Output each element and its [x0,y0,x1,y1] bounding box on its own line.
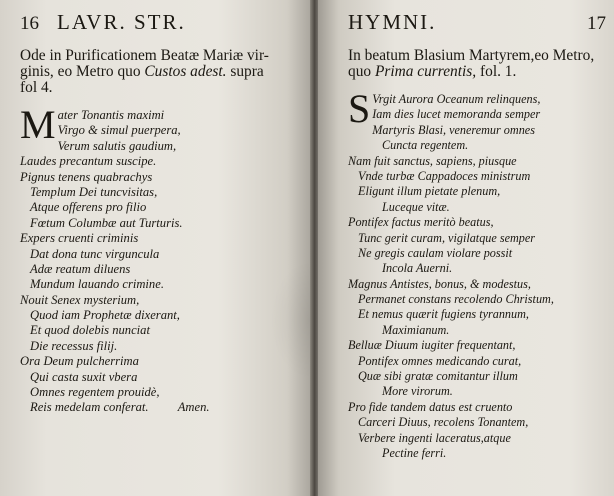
poem-line: Et quod dolebis nunciat [30,323,150,338]
poem-line: Magnus Antistes, bonus, & modestus, [348,276,531,291]
left-poem [20,102,298,416]
poem-line: Pignus tenens quabrachys [20,169,153,184]
poem-line: Luceque vitæ. [382,199,450,214]
right-heading-meter: Prima currentis, [374,63,477,80]
poem-line: ater Tonantis maximi [57,108,165,122]
right-heading-line-1: In beatum Blasium Martyrem,eo Metro, [348,47,595,64]
poem-line: More virorum. [382,384,453,399]
poem-line: Cuncta regentem. [382,138,469,153]
poem-line: Qui casta suxit vbera [30,369,138,384]
poem-line: Et nemus quærit fugiens tyrannum, [358,307,529,322]
right-poem [348,86,606,461]
poem-line: Ora Deum pulcherrima [20,354,139,369]
poem-line: Verbere ingenti laceratus,atque [358,430,511,445]
poem-line: Nam fuit sanctus, sapiens, piusque [348,153,517,168]
poem-line: Permanet constans recolendo Christum, [358,292,554,307]
poem-line: Pro fide tandem datus est cruento [348,399,513,414]
poem-line: Pontifex factus meritò beatus, [348,215,494,230]
poem-line: Dat dona tunc virguncula [30,246,160,261]
poem-line: Eligunt illum pietate plenum, [358,184,501,199]
poem-line: Iam dies lucet memoranda semper [372,107,541,122]
poem-line: Ne gregis caulam violare possit [358,245,513,260]
poem-line: Die recessus filij. [30,338,118,353]
poem-line [20,400,298,415]
left-running-head [20,10,298,36]
poem-line: Incola Auerni. [382,261,453,276]
left-heading-text: ginis, eo Metro quo [20,63,141,80]
poem-line: Carceri Diuus, recolens Tonantem, [358,415,529,430]
poem-line: Belluæ Diuum iugiter frequentant, [348,338,516,353]
left-dropcap: M [20,102,56,147]
poem-line: Vnde turbæ Cappadoces ministrum [358,168,531,183]
amen-text: Amen. [177,400,210,415]
right-heading-ref: fol. 1. [480,63,517,80]
poem-line-text: Reis medelam conferat. [30,400,149,415]
left-heading-ref: supra [230,63,264,80]
poem-line: Fœtum Columbæ aut Turturis. [30,215,183,230]
poem-line: Laudes precantum suscipe. [20,154,157,169]
poem-line: Templum Dei tuncvisitas, [30,184,158,199]
right-heading-text: quo [348,63,372,80]
poem-line: Virgo & simul puerpera, [57,123,181,138]
poem-line: Pectine ferri. [382,445,447,460]
right-hymn-heading [348,48,606,80]
poem-line: Nouit Senex mysterium, [20,292,140,307]
left-running-title: LAVR. STR. [57,10,186,34]
left-ode-heading [20,48,298,96]
right-heading-line-2 [348,64,606,80]
poem-line: Adæ reatum diluens [30,261,131,276]
right-folio: 17 [587,13,606,34]
poem-line: Quod iam Prophetæ dixerant, [30,308,180,323]
right-page [318,0,614,496]
left-heading-meter: Custos adest. [144,63,227,80]
right-dropcap: S [348,86,371,131]
right-running-title: HYMNI. [348,10,437,34]
poem-line: Tunc gerit curam, vigilatque semper [358,230,536,245]
left-folio: 16 [20,13,39,34]
poem-line: Atque offerens pro filio [30,200,147,215]
poem-line: Vrgit Aurora Oceanum relinquens, [372,92,541,106]
right-running-head [348,10,606,36]
poem-line: Quæ sibi gratæ comitantur illum [358,369,518,384]
poem-line: Verum salutis gaudium, [57,138,177,153]
poem-line: Martyris Blasi, veneremur omnes [372,122,535,137]
poem-line: Pontifex omnes medicando curat, [358,353,522,368]
poem-line: Expers cruenti criminis [20,231,139,246]
left-heading-line-1: Ode in Purificationem Beatæ Mariæ vir- [20,47,269,64]
left-heading-line-3: fol 4. [20,79,53,96]
poem-line: Maximianum. [382,322,450,337]
left-heading-line-2 [20,64,298,80]
poem-line: Omnes regentem prouidè, [30,385,160,400]
poem-line: Mundum lauando crimine. [30,277,164,292]
